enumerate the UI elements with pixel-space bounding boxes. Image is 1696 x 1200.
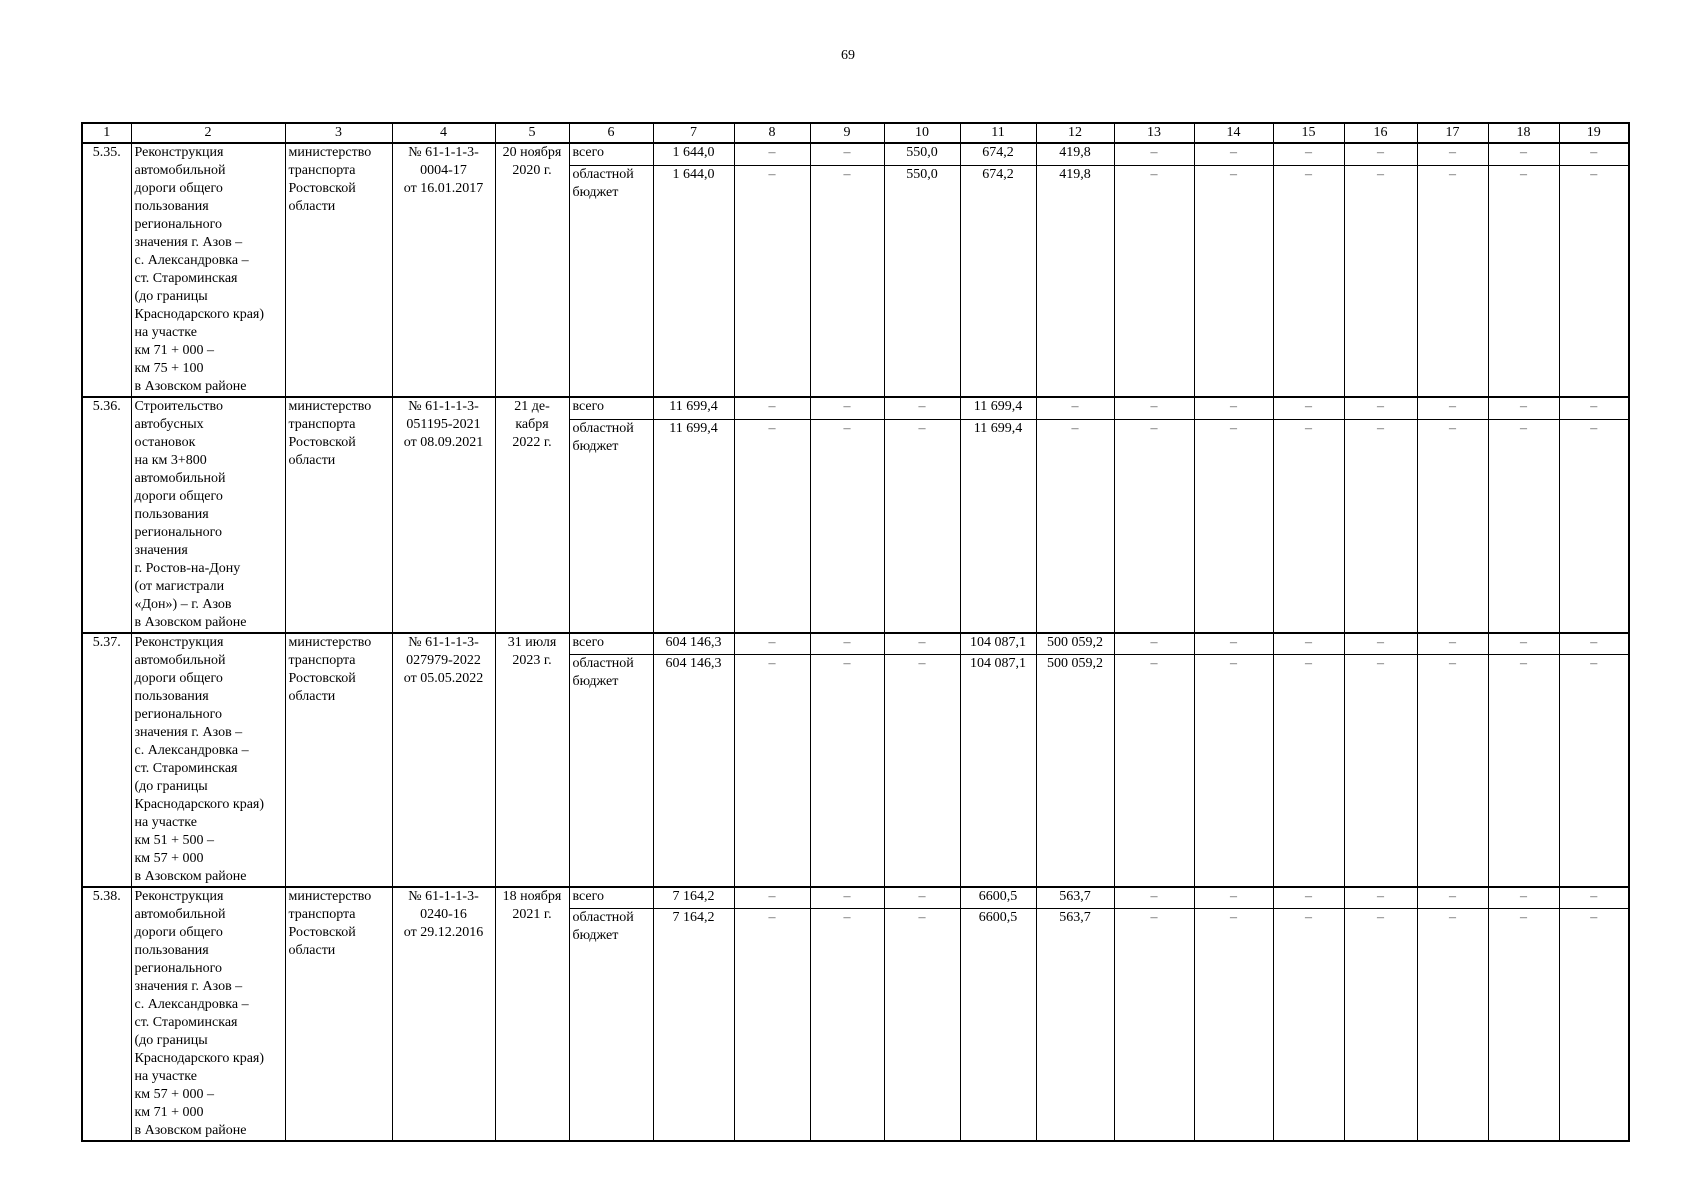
- value-cell: –: [1488, 143, 1559, 166]
- value-cell: –: [1417, 419, 1488, 633]
- column-header: 18: [1488, 123, 1559, 143]
- table-row: [82, 633, 1629, 654]
- value-cell: 550,0: [884, 166, 960, 397]
- value-cell: 419,8: [1036, 166, 1114, 397]
- value-cell: –: [1488, 397, 1559, 419]
- object-name: Реконструкция автомобильной дороги общего пользования регионального значения г. Азов – с. Александровка – ст. Староминская (до границы Краснодарского края) на участке км 71 + 000 – км 75 + 100 в Азовском районе: [131, 143, 285, 397]
- value-cell: –: [1194, 908, 1273, 1141]
- value-cell: –: [810, 908, 884, 1141]
- column-header: 6: [569, 123, 653, 143]
- value-cell: 674,2: [960, 166, 1036, 397]
- row-number: 5.37.: [82, 633, 131, 887]
- column-header: 10: [884, 123, 960, 143]
- value-cell: –: [734, 419, 810, 633]
- value-cell: –: [1417, 887, 1488, 908]
- value-cell: –: [1194, 143, 1273, 166]
- table-row: [82, 887, 1629, 908]
- value-cell: 1 644,0: [653, 143, 734, 166]
- value-cell: 104 087,1: [960, 654, 1036, 887]
- value-cell: –: [1273, 143, 1344, 166]
- document-ref: № 61-1-1-3- 051195-2021 от 08.09.2021: [392, 397, 495, 633]
- funding-source: всего: [569, 397, 653, 419]
- value-cell: –: [884, 419, 960, 633]
- funding-source: всего: [569, 887, 653, 908]
- value-cell: –: [1114, 397, 1194, 419]
- value-cell: 6600,5: [960, 908, 1036, 1141]
- value-cell: –: [1559, 166, 1629, 397]
- value-cell: –: [884, 887, 960, 908]
- value-cell: –: [1344, 887, 1417, 908]
- value-cell: 7 164,2: [653, 887, 734, 908]
- column-header: 15: [1273, 123, 1344, 143]
- column-header: 13: [1114, 123, 1194, 143]
- column-header: 17: [1417, 123, 1488, 143]
- value-cell: –: [1488, 166, 1559, 397]
- funding-source: всего: [569, 143, 653, 166]
- value-cell: 11 699,4: [653, 397, 734, 419]
- value-cell: –: [1559, 654, 1629, 887]
- funding-source: областной бюджет: [569, 419, 653, 633]
- value-cell: –: [1488, 908, 1559, 1141]
- value-cell: –: [1559, 633, 1629, 654]
- column-header: 19: [1559, 123, 1629, 143]
- organization: министерство транспорта Ростовской области: [285, 143, 392, 397]
- value-cell: –: [1194, 419, 1273, 633]
- funding-source: областной бюджет: [569, 908, 653, 1141]
- value-cell: –: [734, 654, 810, 887]
- value-cell: –: [810, 654, 884, 887]
- value-cell: –: [1488, 654, 1559, 887]
- value-cell: –: [734, 143, 810, 166]
- value-cell: –: [1344, 166, 1417, 397]
- document-ref: № 61-1-1-3- 0240-16 от 29.12.2016: [392, 887, 495, 1141]
- value-cell: –: [1194, 397, 1273, 419]
- column-header: 3: [285, 123, 392, 143]
- value-cell: –: [734, 908, 810, 1141]
- page-number: 69: [841, 48, 855, 63]
- value-cell: –: [1344, 654, 1417, 887]
- value-cell: –: [884, 654, 960, 887]
- value-cell: –: [1417, 908, 1488, 1141]
- funding-source: областной бюджет: [569, 654, 653, 887]
- value-cell: –: [1417, 654, 1488, 887]
- value-cell: –: [810, 166, 884, 397]
- value-cell: –: [1417, 633, 1488, 654]
- value-cell: –: [1417, 143, 1488, 166]
- column-header: 4: [392, 123, 495, 143]
- value-cell: 563,7: [1036, 887, 1114, 908]
- value-cell: –: [734, 887, 810, 908]
- value-cell: –: [1417, 166, 1488, 397]
- value-cell: –: [810, 633, 884, 654]
- value-cell: –: [810, 887, 884, 908]
- value-cell: 419,8: [1036, 143, 1114, 166]
- completion-date: 31 июля 2023 г.: [495, 633, 569, 887]
- value-cell: –: [1194, 887, 1273, 908]
- completion-date: 21 де- кабря 2022 г.: [495, 397, 569, 633]
- table-body: [82, 123, 1629, 1141]
- organization: министерство транспорта Ростовской области: [285, 397, 392, 633]
- value-cell: –: [1344, 633, 1417, 654]
- funding-source: областной бюджет: [569, 166, 653, 397]
- funding-source: всего: [569, 633, 653, 654]
- row-number: 5.35.: [82, 143, 131, 397]
- value-cell: –: [1273, 166, 1344, 397]
- table-row: [82, 397, 1629, 419]
- value-cell: –: [734, 166, 810, 397]
- value-cell: 563,7: [1036, 908, 1114, 1141]
- value-cell: –: [1273, 908, 1344, 1141]
- value-cell: 11 699,4: [960, 419, 1036, 633]
- value-cell: –: [1194, 654, 1273, 887]
- value-cell: –: [734, 397, 810, 419]
- column-header: 14: [1194, 123, 1273, 143]
- value-cell: 604 146,3: [653, 654, 734, 887]
- column-header: 16: [1344, 123, 1417, 143]
- value-cell: –: [1273, 397, 1344, 419]
- completion-date: 18 ноября 2021 г.: [495, 887, 569, 1141]
- object-name: Реконструкция автомобильной дороги общего пользования регионального значения г. Азов – с. Александровка – ст. Староминская (до границы Краснодарского края) на участке км 57 + 000 – км 71 + 000 в Азовском районе: [131, 887, 285, 1141]
- column-header: 2: [131, 123, 285, 143]
- value-cell: –: [1559, 397, 1629, 419]
- value-cell: 11 699,4: [960, 397, 1036, 419]
- value-cell: 604 146,3: [653, 633, 734, 654]
- column-header: 12: [1036, 123, 1114, 143]
- value-cell: –: [1559, 908, 1629, 1141]
- value-cell: –: [884, 633, 960, 654]
- table-row: [82, 143, 1629, 166]
- column-header: 9: [810, 123, 884, 143]
- value-cell: –: [884, 397, 960, 419]
- column-header: 8: [734, 123, 810, 143]
- value-cell: –: [810, 397, 884, 419]
- value-cell: –: [1114, 654, 1194, 887]
- value-cell: 11 699,4: [653, 419, 734, 633]
- value-cell: 500 059,2: [1036, 654, 1114, 887]
- value-cell: –: [1344, 419, 1417, 633]
- object-name: Строительство автобусных остановок на км 3+800 автомобильной дороги общего пользования регионального значения г. Ростов-на-Дону (от магистрали «Дон») – г. Азов в Азовском районе: [131, 397, 285, 633]
- column-header: 5: [495, 123, 569, 143]
- value-cell: –: [1194, 166, 1273, 397]
- value-cell: –: [1273, 654, 1344, 887]
- value-cell: 6600,5: [960, 887, 1036, 908]
- row-number: 5.36.: [82, 397, 131, 633]
- value-cell: –: [1344, 143, 1417, 166]
- value-cell: –: [810, 419, 884, 633]
- data-table: [81, 122, 1630, 1142]
- column-header: 11: [960, 123, 1036, 143]
- value-cell: –: [1114, 887, 1194, 908]
- value-cell: –: [884, 908, 960, 1141]
- value-cell: 500 059,2: [1036, 633, 1114, 654]
- value-cell: –: [1114, 633, 1194, 654]
- value-cell: –: [1114, 166, 1194, 397]
- document-ref: № 61-1-1-3- 027979-2022 от 05.05.2022: [392, 633, 495, 887]
- value-cell: 1 644,0: [653, 166, 734, 397]
- value-cell: 104 087,1: [960, 633, 1036, 654]
- row-number: 5.38.: [82, 887, 131, 1141]
- value-cell: 7 164,2: [653, 908, 734, 1141]
- value-cell: –: [1114, 908, 1194, 1141]
- value-cell: –: [1488, 419, 1559, 633]
- value-cell: 674,2: [960, 143, 1036, 166]
- value-cell: –: [1417, 397, 1488, 419]
- value-cell: –: [810, 143, 884, 166]
- value-cell: –: [1114, 143, 1194, 166]
- object-name: Реконструкция автомобильной дороги общего пользования регионального значения г. Азов – с. Александровка – ст. Староминская (до границы Краснодарского края) на участке км 51 + 500 – км 57 + 000 в Азовском районе: [131, 633, 285, 887]
- value-cell: –: [1488, 887, 1559, 908]
- organization: министерство транспорта Ростовской области: [285, 887, 392, 1141]
- column-header: 7: [653, 123, 734, 143]
- value-cell: –: [1344, 908, 1417, 1141]
- value-cell: –: [1114, 419, 1194, 633]
- value-cell: –: [1559, 887, 1629, 908]
- value-cell: –: [1488, 633, 1559, 654]
- value-cell: –: [1344, 397, 1417, 419]
- value-cell: –: [1273, 419, 1344, 633]
- value-cell: –: [1273, 633, 1344, 654]
- completion-date: 20 ноября 2020 г.: [495, 143, 569, 397]
- value-cell: –: [1559, 419, 1629, 633]
- column-header: 1: [82, 123, 131, 143]
- value-cell: –: [1559, 143, 1629, 166]
- value-cell: –: [1273, 887, 1344, 908]
- value-cell: –: [1194, 633, 1273, 654]
- value-cell: –: [1036, 419, 1114, 633]
- column-header-row: [82, 123, 1629, 143]
- value-cell: 550,0: [884, 143, 960, 166]
- organization: министерство транспорта Ростовской области: [285, 633, 392, 887]
- document-ref: № 61-1-1-3- 0004-17 от 16.01.2017: [392, 143, 495, 397]
- value-cell: –: [734, 633, 810, 654]
- value-cell: –: [1036, 397, 1114, 419]
